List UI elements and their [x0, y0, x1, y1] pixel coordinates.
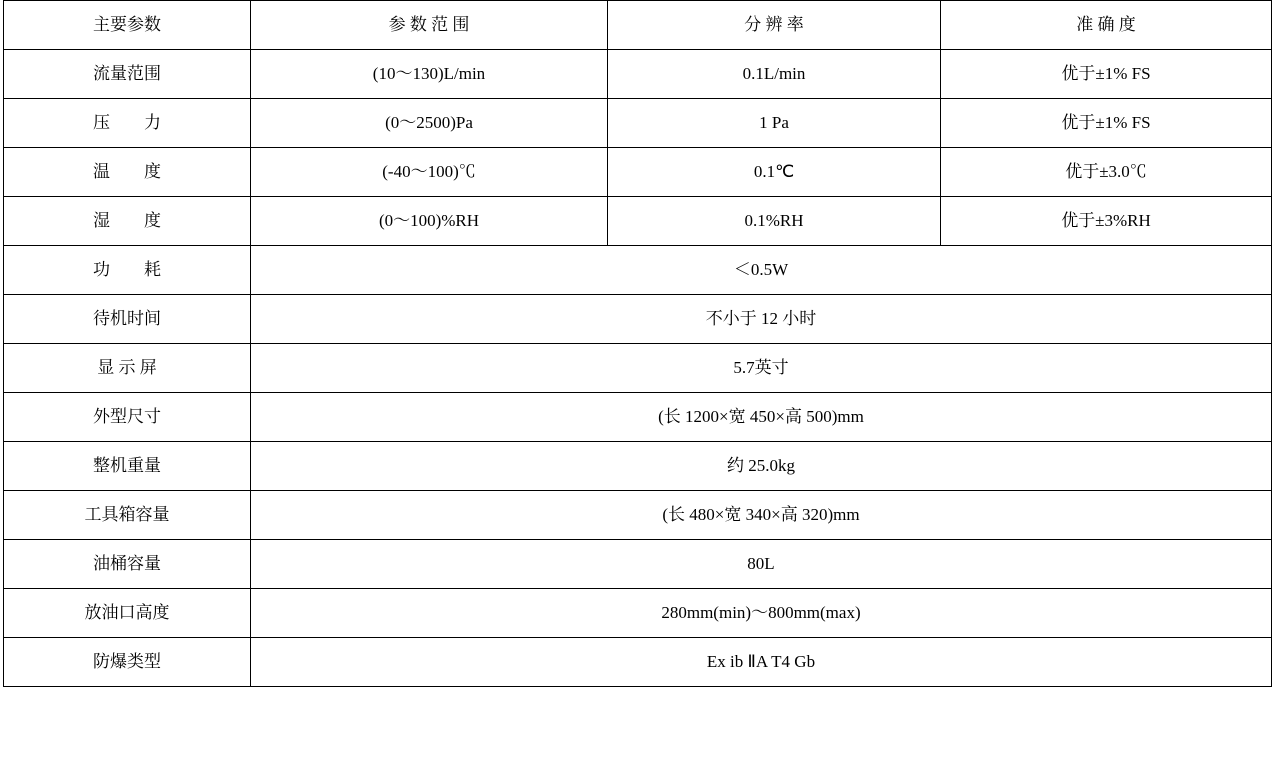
column-header-range: 参 数 范 围	[251, 1, 608, 50]
row-value-merged: (长 1200×宽 450×高 500)mm	[251, 393, 1272, 442]
row-label: 压 力	[4, 99, 251, 148]
row-value-resolution: 1 Pa	[608, 99, 941, 148]
row-value-merged: (长 480×宽 340×高 320)mm	[251, 491, 1272, 540]
table-row	[4, 491, 1272, 540]
row-label: 外型尺寸	[4, 393, 251, 442]
table-row	[4, 344, 1272, 393]
row-value-merged: 80L	[251, 540, 1272, 589]
column-header-parameter: 主要参数	[4, 1, 251, 50]
row-label: 油桶容量	[4, 540, 251, 589]
row-value-accuracy: 优于±1% FS	[941, 99, 1272, 148]
row-value-accuracy: 优于±3.0℃	[941, 148, 1272, 197]
row-label: 功 耗	[4, 246, 251, 295]
table-header-row	[4, 1, 1272, 50]
row-value-accuracy: 优于±3%RH	[941, 197, 1272, 246]
row-value-range: (-40～100)℃	[251, 148, 608, 197]
column-header-accuracy: 准 确 度	[941, 1, 1272, 50]
row-value-merged: Ex ib ⅡA T4 Gb	[251, 638, 1272, 687]
row-label: 流量范围	[4, 50, 251, 99]
table-row	[4, 197, 1272, 246]
row-label: 湿 度	[4, 197, 251, 246]
table-row	[4, 99, 1272, 148]
table-row	[4, 638, 1272, 687]
row-value-merged: 5.7英寸	[251, 344, 1272, 393]
row-value-merged: ＜0.5W	[251, 246, 1272, 295]
row-label: 显 示 屏	[4, 344, 251, 393]
table-body	[4, 1, 1272, 687]
row-value-merged: 280mm(min)～800mm(max)	[251, 589, 1272, 638]
row-value-merged: 约 25.0kg	[251, 442, 1272, 491]
table-row	[4, 246, 1272, 295]
table-row	[4, 589, 1272, 638]
row-value-resolution: 0.1L/min	[608, 50, 941, 99]
table-row	[4, 50, 1272, 99]
row-value-merged: 不小于 12 小时	[251, 295, 1272, 344]
row-label: 温 度	[4, 148, 251, 197]
row-label: 整机重量	[4, 442, 251, 491]
row-label: 防爆类型	[4, 638, 251, 687]
row-value-range: (0～2500)Pa	[251, 99, 608, 148]
specification-table	[3, 0, 1272, 687]
table-row	[4, 393, 1272, 442]
row-value-range: (0～100)%RH	[251, 197, 608, 246]
row-value-accuracy: 优于±1% FS	[941, 50, 1272, 99]
row-value-range: (10～130)L/min	[251, 50, 608, 99]
table-row	[4, 148, 1272, 197]
table-row	[4, 442, 1272, 491]
row-label: 待机时间	[4, 295, 251, 344]
table-row	[4, 540, 1272, 589]
row-label: 放油口高度	[4, 589, 251, 638]
row-value-resolution: 0.1℃	[608, 148, 941, 197]
row-value-resolution: 0.1%RH	[608, 197, 941, 246]
table-row	[4, 295, 1272, 344]
row-label: 工具箱容量	[4, 491, 251, 540]
column-header-resolution: 分 辨 率	[608, 1, 941, 50]
